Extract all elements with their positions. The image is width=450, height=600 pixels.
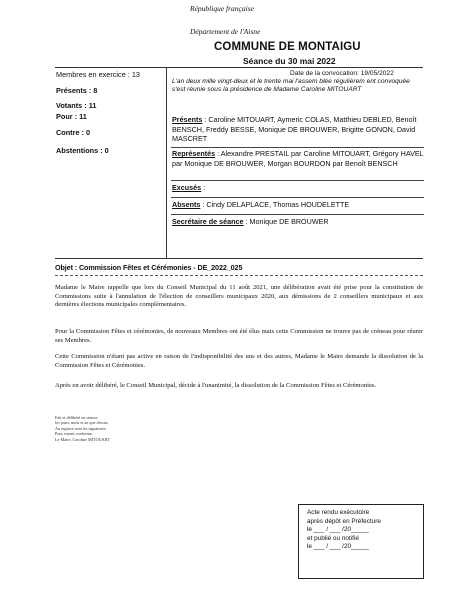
footer-line: Le Maire, Caroline MITOUART [55,436,110,442]
absents-label: Absents [172,200,201,209]
column-divider [166,68,167,258]
presents-count: Présents : 8 [56,86,98,95]
commune-title: COMMUNE DE MONTAIGU [214,41,361,53]
footer-line: Au registre sont les signatures, [55,425,107,431]
header-republique: République française [190,4,254,13]
presents-label: Présents [172,115,203,124]
acte-line: Acte rendu exécutoire [307,509,370,516]
secretaire-name: : Monique DE BROUWER [243,217,329,226]
paragraph-commission: Pour la Commission Fêtes et cérémonies, de nouveaux Membres ont été élus mais cette Commission ne trouve pas de créneau pour réunir ses Membres. [55,328,423,344]
bottom-rule [55,258,423,259]
presents-section [172,115,424,144]
objet-title: Objet : Commission Fêtes et Cérémonies - DE_2022_025 [55,263,243,272]
footer-line: les jours, mois et an que dessus, [55,420,109,426]
contre-count: Contre : 0 [56,128,91,137]
objet-divider [55,275,423,276]
footer-notes [55,415,110,442]
section-divider [171,197,424,198]
representes-label: Représentés [172,149,216,158]
acte-line: après dépôt en Préfecture [307,517,381,525]
paragraph-decision: Après en avoir délibéré, le Conseil Municipal, décide à l'unanimité, la dissolution de la Commission Fêtes et Cérémonies. [55,382,377,389]
votants-count: Votants : 11 [56,101,97,110]
top-rule [55,67,423,68]
absents-names: : Cindy DELAPLACE, Thomas HOUDELETTE [200,200,350,209]
acte-line: et publié ou notifié [307,534,359,542]
acte-executoire-box [298,504,424,579]
membres-en-exercice: Membres en exercice : 13 [56,70,140,79]
paragraph-dissolution-request: Cette Commission n'étant pas active en raison de l'indisponibilité des uns et des autres, Madame le Maire demande la dissolution de la Commission Fêtes et Cérémonies. [55,353,423,369]
intro-text: L'an deux mille vingt-deux et le trente mai l'assem blée régulièrem ent convoquée s'est réunie sous la présidence de Madame Caroline MITOUART [172,78,410,94]
section-divider [171,180,424,181]
paragraph-rappel: Madame le Maire rappelle que lors du Conseil Municipal du 11 août 2021, une délibération avait été prise pour la constitution de Commissions suite à l'annulation de l'élection de conseillers municipaux 2020, aux démissions de 2 conseillers municipaux et aux dernières élections municipales complémentaires. [55,284,423,309]
absents-section [172,200,424,210]
representes-section [172,149,424,168]
section-divider [171,214,424,215]
acte-line: le ___ / ___ /20_____ [307,526,369,534]
section-divider [171,147,424,148]
abstentions-count: Abstentions : 0 [56,146,109,155]
pour-count: Pour : 11 [56,112,87,121]
footer-line: Pour extrait conforme, [55,431,93,437]
secretaire-section [172,217,424,227]
excuses-section [172,183,424,193]
presents-names: : Caroline MITOUART, Aymeric COLAS, Matthieu DEBLED, Benoît BENSCH, Freddy BESSE, Monique DE BROUWER, Brigitte GONON, David MASCRET [172,115,417,144]
excuses-label: Excusés [172,183,202,192]
footer-line: Fait et délibéré en séance, [55,415,99,420]
excuses-names: : [201,183,206,192]
representes-names: : Alexandre PRESTAIL par Caroline MITOUART, Grégory HAVEL par Monique DE BROUWER, Morgan BOURDON par Benoît BENSCH [172,149,424,168]
seance-date: Séance du 30 mai 2022 [243,56,336,66]
header-departement: Département de l'Aisne [190,27,261,36]
secretaire-label: Secrétaire de séance [172,217,244,226]
date-convocation: Date de la convocation: 19/05/2022 [290,70,394,77]
acte-line: le ___ / ___ /20_____ [307,543,369,551]
